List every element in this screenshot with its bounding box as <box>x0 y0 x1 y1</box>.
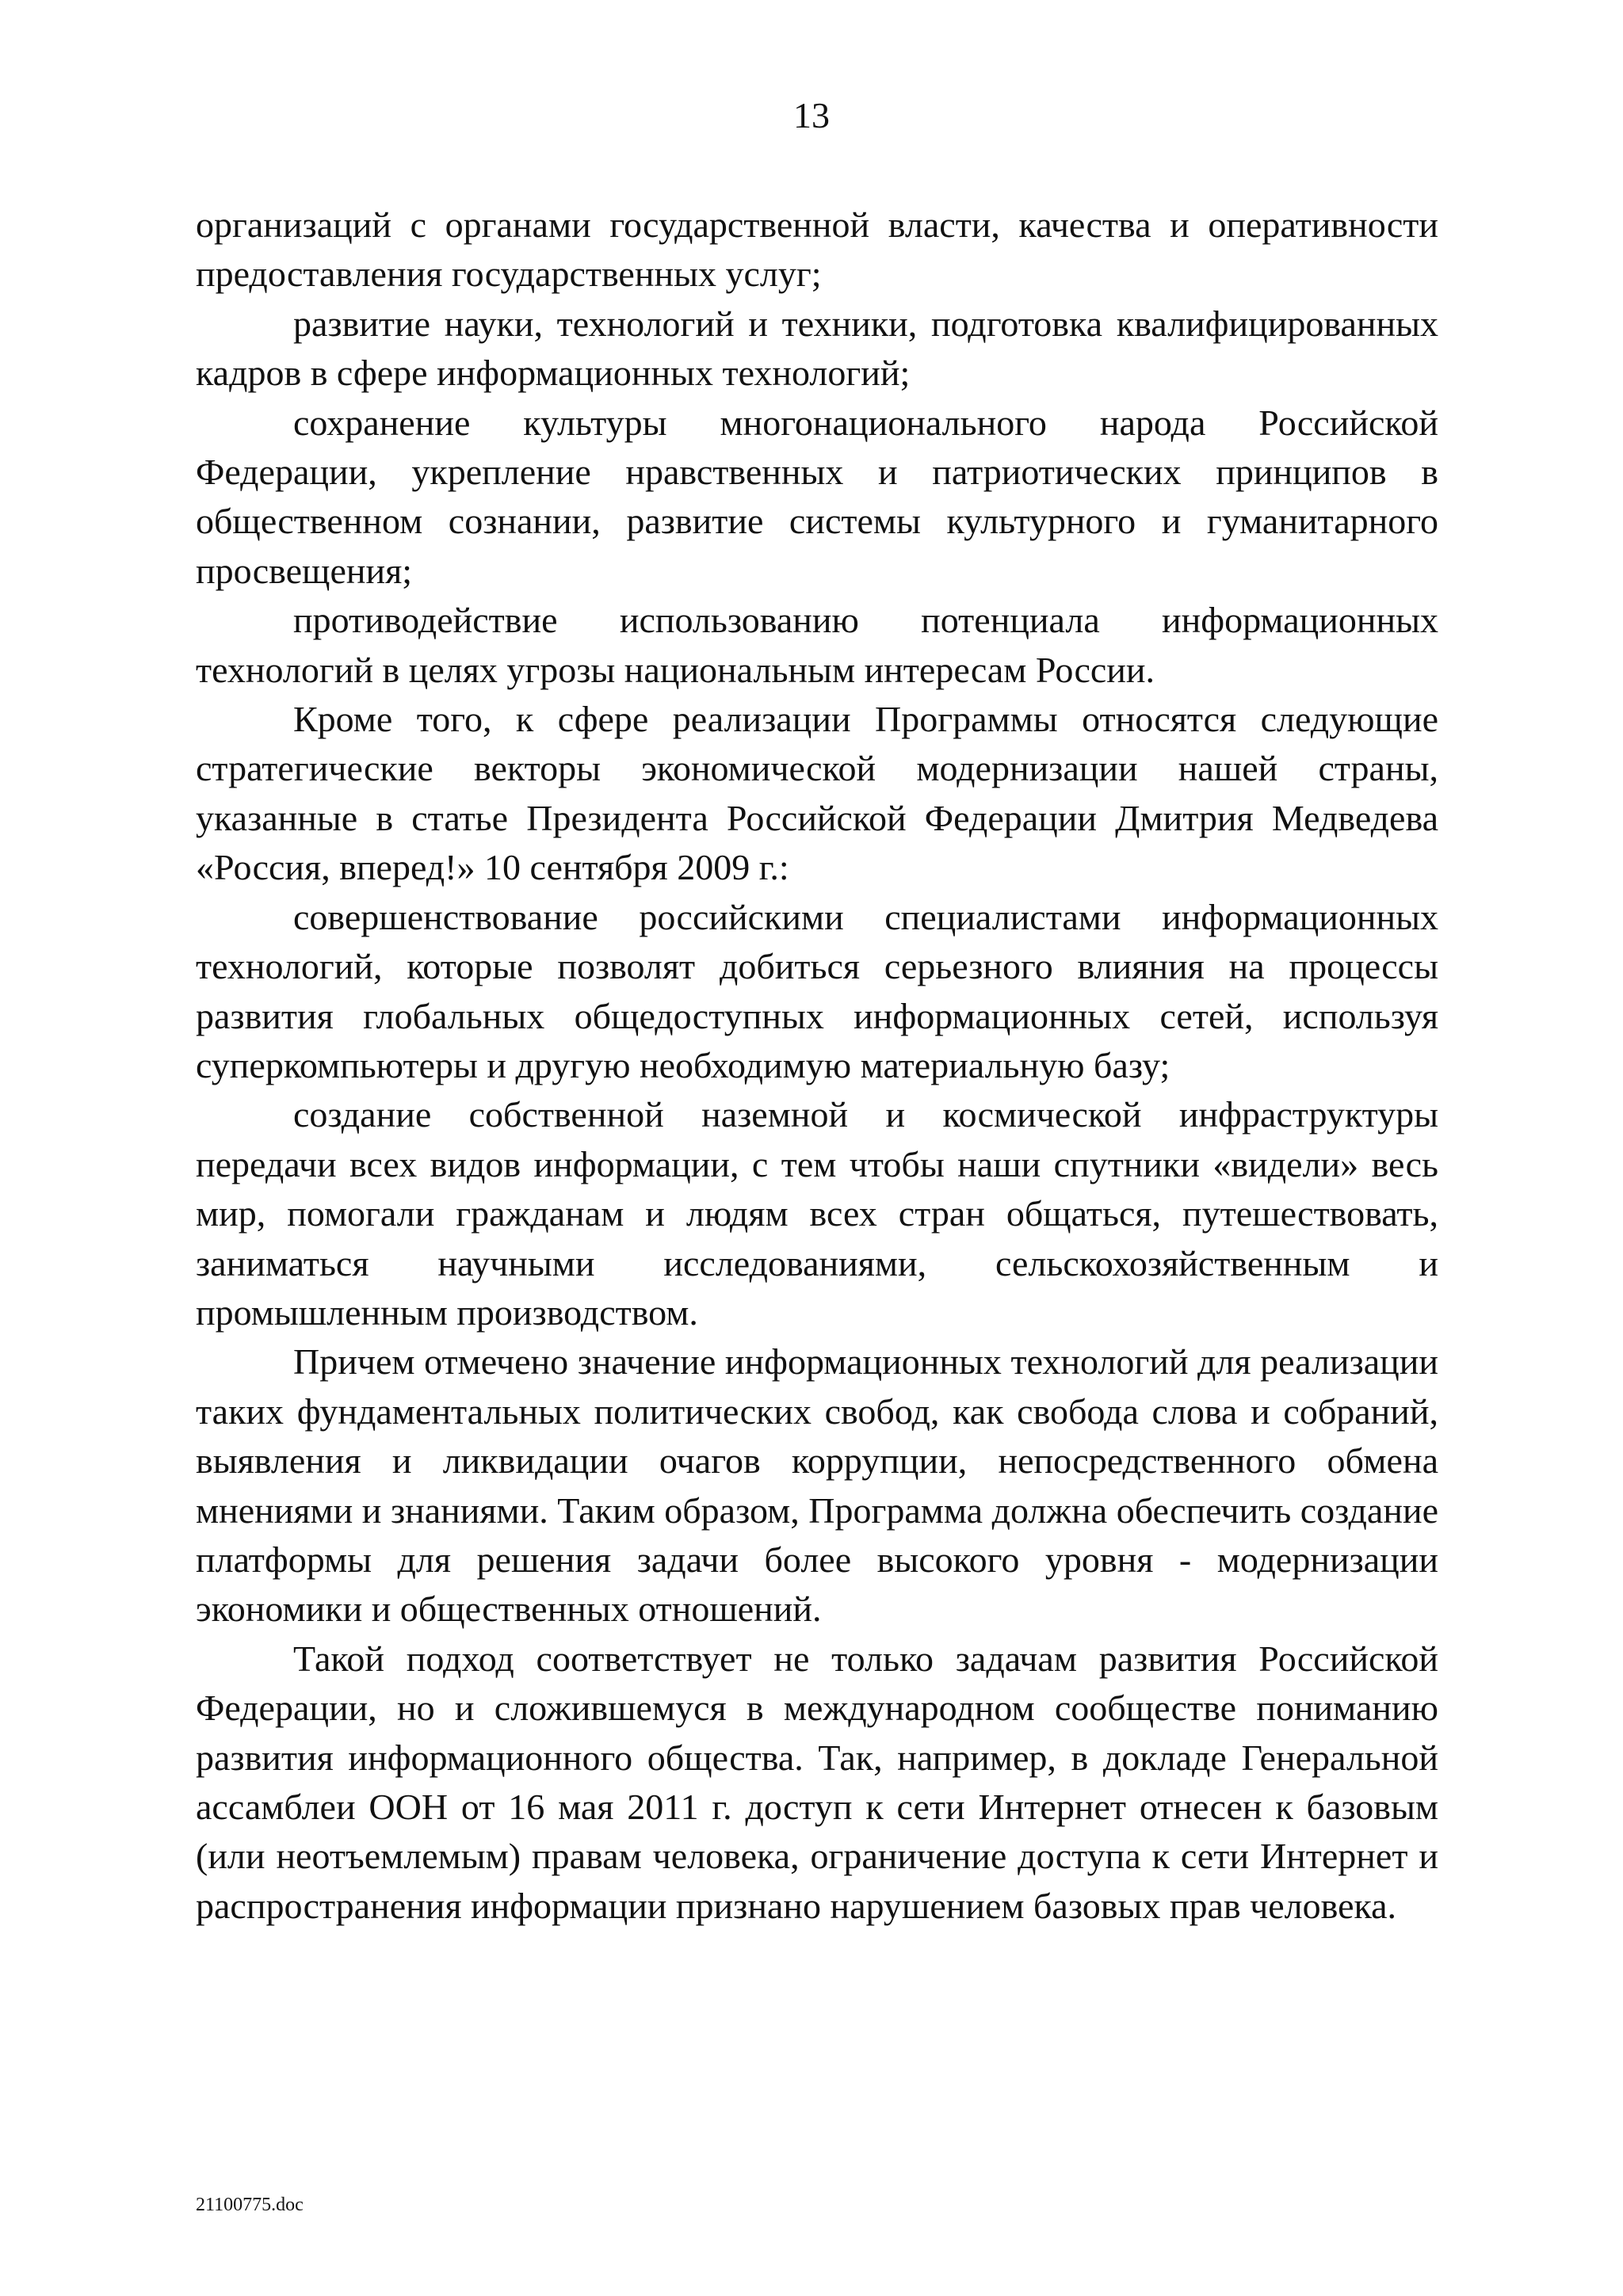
paragraph: Кроме того, к сфере реализации Программы относятся следующие стратегические векторы экономической модернизации нашей страны, указанные в статье Президента Российской Федерации Дмитрия Медведева «Россия, вперед!» 10 сентября 2009 г.: <box>196 699 1438 888</box>
paragraph: сохранение культуры многонационального народа Российской Федерации, укрепление нравственных и патриотических принципов в общественном сознании, развитие системы культурного и гуманитарного просвещения; <box>196 402 1438 591</box>
paragraph: противодействие использованию потенциала информационных технологий в целях угрозы национальным интересам России. <box>196 600 1438 690</box>
paragraph: совершенствование российскими специалистами информационных технологий, которые позволят добиться серьезного влияния на процессы развития глобальных общедоступных информационных сетей, используя суперкомпьютеры и другую необходимую материальную базу; <box>196 896 1438 1085</box>
paragraph: создание собственной наземной и космической инфраструктуры передачи всех видов информации, с тем чтобы наши спутники «видели» весь мир, помогали гражданам и людям всех стран общаться, путешествовать, заниматься научными исследованиями, сельскохозяйственным и промышленным производством. <box>196 1094 1438 1333</box>
paragraph: развитие науки, технологий и техники, подготовка квалифицированных кадров в сфере информационных технологий; <box>196 303 1438 394</box>
paragraph: Такой подход соответствует не только задачам развития Российской Федерации, но и сложившемуся в международном сообществе пониманию развития информационного общества. Так, например, в докладе Генеральной ассамблеи ООН от 16 мая 2011 г. доступ к сети Интернет отнесен к базовым (или неотъемлемым) правам человека, ограничение доступа к сети Интернет и распространения информации признано нарушением базовых прав человека. <box>196 1638 1438 1926</box>
paragraph-continuation: организаций с органами государственной власти, качества и оперативности предоставления государственных услуг; <box>196 204 1438 295</box>
paragraph: Причем отмечено значение информационных технологий для реализации таких фундаментальных политических свобод, как свобода слова и собраний, выявления и ликвидации очагов коррупции, непосредственного обмена мнениями и знаниями. Таким образом, Программа должна обеспечить создание платформы для решения задачи более высокого уровня - модернизации экономики и общественных отношений. <box>196 1341 1438 1630</box>
footer-filename: 21100775.doc <box>196 2195 304 2215</box>
document-body <box>196 200 1438 1931</box>
page-number: 13 <box>793 95 830 135</box>
